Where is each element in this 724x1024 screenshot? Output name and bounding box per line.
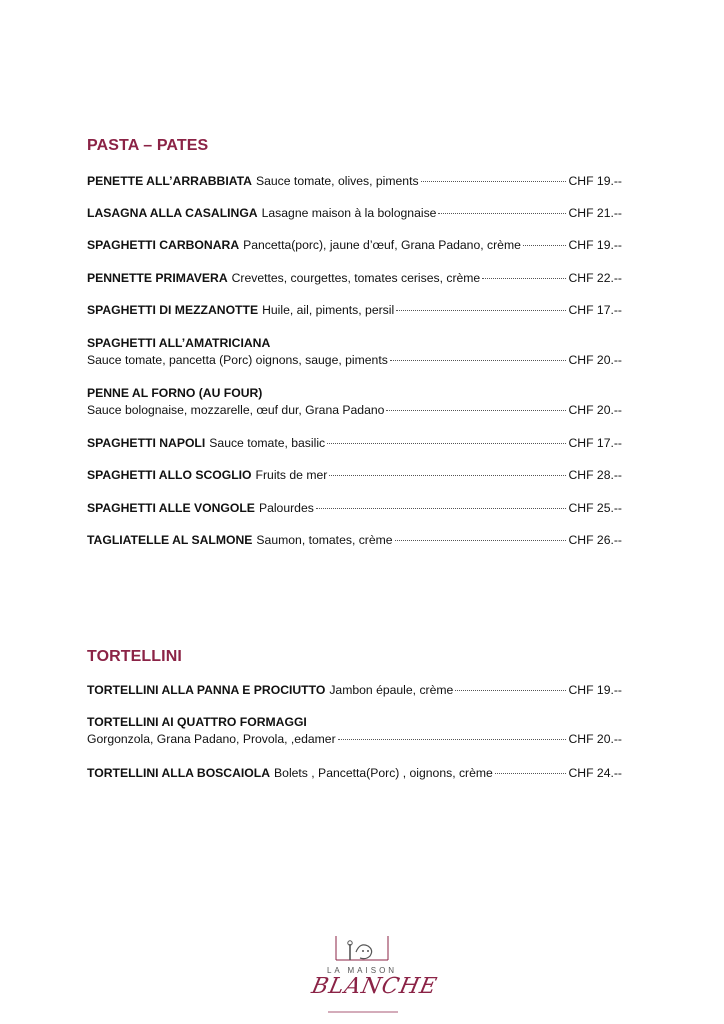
- dot-leader: [316, 508, 566, 509]
- item-price: CHF 20.--: [568, 353, 622, 367]
- item-desc: Sauce tomate, basilic: [209, 436, 326, 450]
- section-tortellini: [87, 647, 622, 667]
- dot-leader: [482, 278, 565, 279]
- item-name: SPAGHETTI CARBONARA: [87, 238, 240, 252]
- item-desc: Lasagne maison à la bolognaise: [261, 206, 437, 220]
- item-price: CHF 24.--: [568, 766, 622, 780]
- dot-leader: [438, 213, 565, 214]
- item-desc: Sauce bolognaise, mozzarelle, œuf dur, Grana Padano: [87, 403, 385, 417]
- item-desc: Bolets , Pancetta(Porc) , oignons, crème: [274, 766, 493, 780]
- dot-leader: [395, 540, 566, 541]
- item-price: CHF 21.--: [568, 206, 622, 220]
- section-pasta: [87, 136, 622, 156]
- item-name: SPAGHETTI NAPOLI: [87, 436, 206, 450]
- item-price: CHF 20.--: [568, 403, 622, 417]
- item-name: SPAGHETTI DI MEZZANOTTE: [87, 303, 259, 317]
- item-desc: Saumon, tomates, crème: [256, 533, 393, 547]
- menu-item: [87, 237, 622, 254]
- item-desc: Sauce tomate, olives, piments: [255, 174, 419, 188]
- dot-leader: [421, 181, 566, 182]
- item-desc: Sauce tomate, pancetta (Porc) oignons, sauge, piments: [87, 353, 388, 367]
- item-name: PENETTE ALL’ARRABBIATA: [87, 174, 252, 188]
- dot-leader: [390, 360, 566, 361]
- item-name: TORTELLINI ALLA PANNA E PROCIUTTO: [87, 683, 326, 697]
- logo-line2: BLANCHE: [309, 974, 440, 999]
- item-desc: Palourdes: [258, 501, 314, 515]
- item-name: TORTELLINI AI QUATTRO FORMAGGI: [87, 715, 307, 729]
- dot-leader: [523, 245, 566, 246]
- menu-item: [87, 270, 622, 287]
- item-name: TAGLIATELLE AL SALMONE: [87, 533, 253, 547]
- menu-item: [87, 682, 622, 699]
- menu-item: [87, 335, 622, 369]
- item-desc: Jambon épaule, crème: [329, 683, 454, 697]
- item-price: CHF 17.--: [568, 303, 622, 317]
- menu-item: [87, 714, 622, 748]
- item-price: CHF 17.--: [568, 436, 622, 450]
- item-price: CHF 28.--: [568, 468, 622, 482]
- item-name: PENNETTE PRIMAVERA: [87, 271, 228, 285]
- item-price: CHF 25.--: [568, 501, 622, 515]
- menu-item: [87, 173, 622, 190]
- item-name: LASAGNA ALLA CASALINGA: [87, 206, 258, 220]
- item-name: TORTELLINI ALLA BOSCAIOLA: [87, 766, 271, 780]
- menu-item: [87, 532, 622, 549]
- dot-leader: [329, 475, 565, 476]
- item-price: CHF 19.--: [568, 174, 622, 188]
- dot-leader: [327, 443, 565, 444]
- item-price: CHF 19.--: [568, 683, 622, 697]
- section-title-pasta: PASTA – PATES: [87, 137, 209, 154]
- item-price: CHF 26.--: [568, 533, 622, 547]
- menu-item: [87, 467, 622, 484]
- restaurant-logo: [306, 930, 440, 1014]
- menu-item: [87, 500, 622, 517]
- section-title-tortellini: TORTELLINI: [87, 648, 182, 665]
- item-desc: Huile, ail, piments, persil: [262, 303, 395, 317]
- item-name: SPAGHETTI ALLO SCOGLIO: [87, 468, 252, 482]
- dot-leader: [386, 410, 565, 411]
- item-price: CHF 19.--: [568, 238, 622, 252]
- item-desc: Pancetta(porc), jaune d’œuf, Grana Padano, crème: [243, 238, 521, 252]
- dot-leader: [495, 773, 566, 774]
- menu-item: [87, 205, 622, 222]
- item-desc: Fruits de mer: [255, 468, 328, 482]
- logo-line1: LA MAISON: [326, 966, 398, 975]
- item-desc: Crevettes, courgettes, tomates cerises, crème: [231, 271, 481, 285]
- item-price: CHF 22.--: [568, 271, 622, 285]
- item-name: SPAGHETTI ALLE VONGOLE: [87, 501, 255, 515]
- menu-item: [87, 385, 622, 419]
- dot-leader: [338, 739, 566, 740]
- dot-leader: [396, 310, 565, 311]
- item-desc: Gorgonzola, Grana Padano, Provola, ,edamer: [87, 732, 336, 746]
- dot-leader: [455, 690, 565, 691]
- item-name: PENNE AL FORNO (AU FOUR): [87, 386, 263, 400]
- menu-item: [87, 435, 622, 452]
- item-price: CHF 20.--: [568, 732, 622, 746]
- menu-item: [87, 302, 622, 319]
- menu-item: [87, 765, 622, 782]
- item-name: SPAGHETTI ALL’AMATRICIANA: [87, 336, 271, 350]
